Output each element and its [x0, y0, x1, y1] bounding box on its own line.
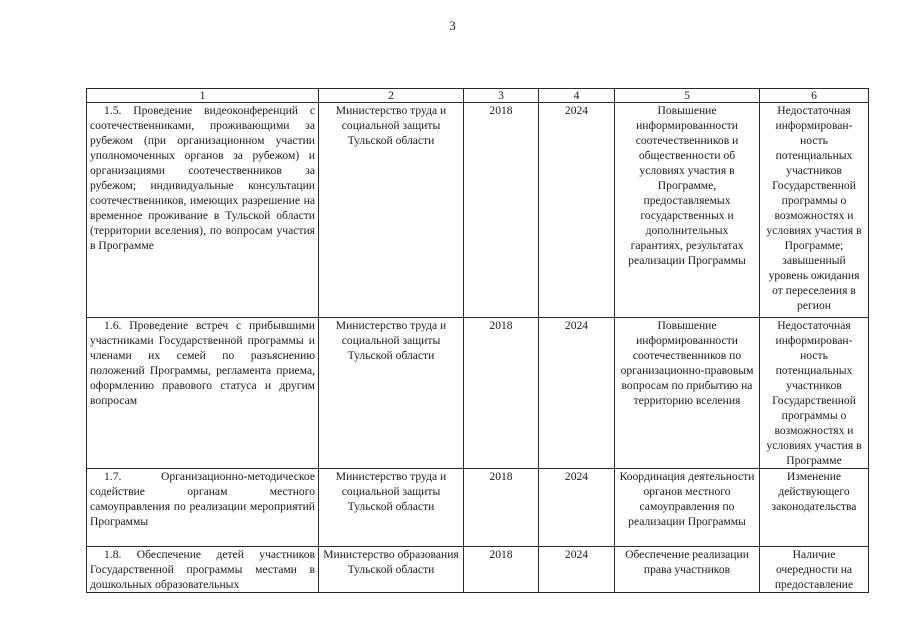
risk-cell: Недостаточная информирован-ность потенциальных участников Государственной программы о возможностях и условиях участия в Программе; завышенный уровень ожидания от переселения в регион — [760, 103, 869, 318]
executor-cell: Министерство труда и социальной защиты Тульской области — [319, 103, 464, 318]
end-year-cell: 2024 — [539, 103, 615, 318]
result-cell: Координация деятельности органов местного самоуправления по реализации Программы — [615, 469, 760, 547]
table-row — [87, 547, 869, 593]
activity-cell — [87, 318, 319, 469]
risk-cell: Недостаточная информирован-ность потенциальных участников Государственной программы о возможностях и условиях участия в Программе — [760, 318, 869, 469]
column-header: 5 — [615, 89, 760, 103]
column-header: 1 — [87, 89, 319, 103]
activity-text: 1.5. Проведение видеоконференций с соотечественниками, проживающими за рубежом (при организационном участии уполномоченных органов за рубежом) и организациями соотечественников за рубежом; индивидуальные консультации соотечественников, имеющих разрешение на временное проживание в Тульской области (территории вселения), по вопросам участия в Программе — [90, 104, 315, 252]
executor-cell: Министерство труда и социальной защиты Тульской области — [319, 318, 464, 469]
risk-cell: Изменение действующего законодательства — [760, 469, 869, 547]
start-year-cell: 2018 — [464, 103, 539, 318]
executor-cell: Министерство образования Тульской области — [319, 547, 464, 593]
result-cell: Повышение информированности соотечественников и общественности об условиях участия в Программе, предоставляемых государственных и дополнительных гарантиях, результатах реализации Программы — [615, 103, 760, 318]
column-header: 6 — [760, 89, 869, 103]
table-row — [87, 103, 869, 318]
start-year-cell: 2018 — [464, 318, 539, 469]
activity-text: 1.6. Проведение встреч с прибывшими участниками Государственной программы и членами их семей по разъяснению положений Программы, регламента приема, оформлению правового статуса и другим вопросам — [90, 319, 315, 407]
end-year-cell: 2024 — [539, 318, 615, 469]
end-year-cell: 2024 — [539, 469, 615, 547]
start-year-cell: 2018 — [464, 469, 539, 547]
end-year-cell: 2024 — [539, 547, 615, 593]
table-header-row — [87, 89, 869, 103]
table-row — [87, 469, 869, 547]
program-activities-table — [86, 88, 869, 593]
table-row — [87, 318, 869, 469]
start-year-cell: 2018 — [464, 547, 539, 593]
result-cell: Обеспечение реализации права участников — [615, 547, 760, 593]
risk-cell: Наличие очередности на предоставление — [760, 547, 869, 593]
executor-cell: Министерство труда и социальной защиты Тульской области — [319, 469, 464, 547]
column-header: 3 — [464, 89, 539, 103]
activity-text: 1.8. Обеспечение детей участников Государственной программы местами в дошкольных образовательных — [90, 548, 315, 591]
page-number: 3 — [449, 18, 456, 33]
result-cell: Повышение информированности соотечественников по организационно-правовым вопросам по прибытию на территорию вселения — [615, 318, 760, 469]
activity-cell — [87, 469, 319, 547]
column-header: 2 — [319, 89, 464, 103]
activity-cell — [87, 547, 319, 593]
activity-text: 1.7. Организационно-методическое содействие органам местного самоуправления по реализации мероприятий Программы — [90, 470, 315, 528]
activity-cell — [87, 103, 319, 318]
column-header: 4 — [539, 89, 615, 103]
